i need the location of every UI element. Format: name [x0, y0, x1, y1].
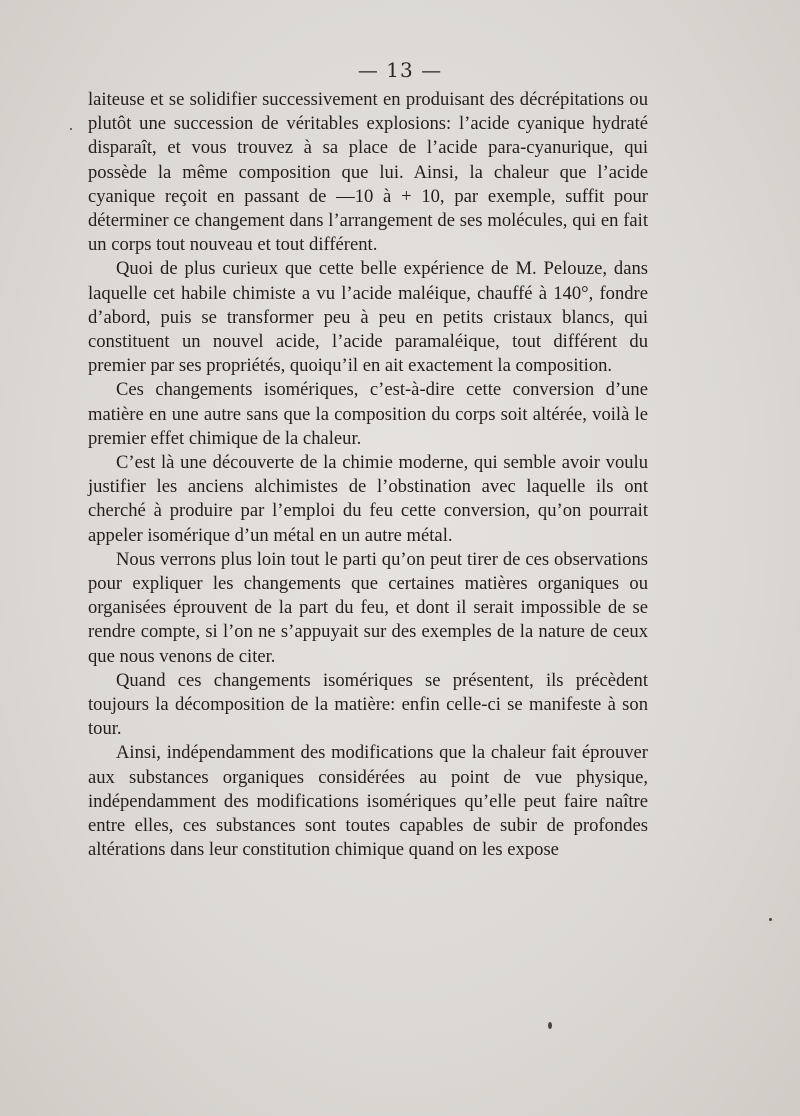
paragraph-1: laiteuse et se solidifier successivement en produisant des décrépitations ou plutôt une succession de véritables explosions: l’acide cyanique hydraté disparaît, et vous trouvez à sa place de l’acide para-cyanurique, qui possède la même composition que lui. Ainsi, la chaleur que l’acide cyanique reçoit en passant de —10 à + 10, par exemple, suffit pour déterminer ce changement dans l’arrangement de ses molécules, qui en fait un corps tout nouveau et tout différent. [88, 89, 648, 256]
paragraph-3: Ces changements isomériques, c’est-à-dire cette conversion d’une matière en une autre sans que la composition du corps soit altérée, voilà le premier effet chimique de la chaleur. [88, 379, 648, 449]
paragraph-4: C’est là une découverte de la chimie moderne, qui semble avoir voulu justifier les anciens alchimistes de l’obstination avec laquelle ils ont cherché à produire par l’emploi du feu cette conversion, qu’on pourrait appeler isomérique d’un métal en un autre métal. [88, 452, 648, 546]
paper-speck [769, 918, 772, 921]
body-text [88, 88, 648, 863]
paragraph-5: Nous verrons plus loin tout le parti qu’on peut tirer de ces observations pour expliquer les changements que certaines matières organiques ou organisées éprouvent de la part du feu, et dont il serait impossible de se rendre compte, si l’on ne s’appuyait sur des exemples de la nature de ceux que nous venons de citer. [88, 548, 648, 667]
paragraph-6: Quand ces changements isomériques se présentent, ils précèdent toujours la décomposition de la matière: enfin celle-ci se manifeste à son tour. [88, 669, 648, 740]
paragraph-7: Ainsi, indépendamment des modifications que la chaleur fait éprouver aux substances organiques considérées au point de vue physique, indépendamment des modifications isomériques qu’elle peut faire naître entre elles, ces substances sont toutes capables de subir de profondes altérations dans leur constitution chimique quand on les expose [88, 742, 648, 861]
paragraph-2: Quoi de plus curieux que cette belle expérience de M. Pelouze, dans laquelle cet habile chimiste a vu l’acide maléique, chauffé à 140°, fondre d’abord, puis se transformer peu à peu en petits cristaux blancs, qui constituent un nouvel acide, l’acide paramaléique, tout différent du premier par ses propriétés, quoiqu’il en ait exactement la composition. [88, 258, 648, 377]
paper-speck [548, 1022, 552, 1029]
paper-speck [70, 128, 72, 130]
page-number: — 13 — [357, 58, 443, 82]
